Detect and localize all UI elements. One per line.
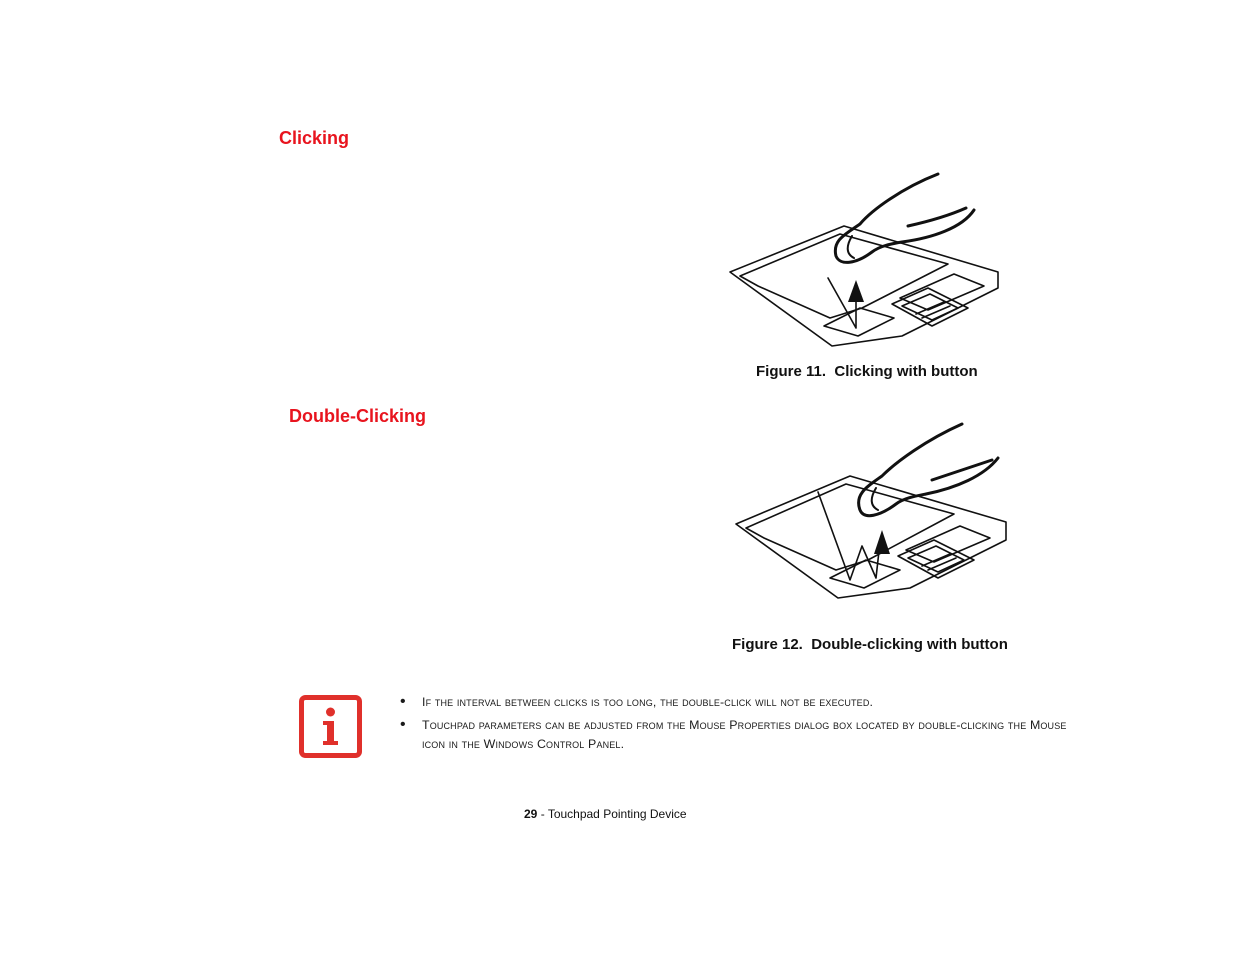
figure-title: Double-clicking with button	[811, 636, 1008, 653]
figure-caption	[756, 363, 978, 380]
finger	[835, 174, 974, 262]
right-button	[900, 274, 984, 310]
figure-label: Figure 12.	[732, 636, 803, 653]
up-arrow-icon	[848, 280, 864, 302]
page-number: 29	[524, 807, 538, 821]
info-icon	[299, 695, 362, 758]
page-footer	[524, 807, 687, 821]
footer-section: Touchpad Pointing Device	[547, 807, 687, 821]
footer-separator: -	[537, 807, 548, 821]
finger	[859, 424, 998, 516]
touchpad-outline	[730, 226, 998, 346]
right-button	[906, 526, 990, 562]
clicking-illustration	[722, 168, 1004, 358]
touchpad-outline	[736, 476, 1006, 598]
figure-title: Clicking with button	[834, 363, 978, 380]
left-button	[824, 308, 894, 336]
note-item	[398, 716, 1068, 754]
note-text: If the interval between clicks is too long, the double-click will not be executed.	[422, 695, 874, 709]
bullet-icon: •	[400, 716, 406, 733]
note-item	[398, 693, 1068, 712]
section-heading-double-clicking: Double-Clicking	[289, 406, 427, 426]
note-text: Touchpad parameters can be adjusted from the Mouse Properties dialog box located by double-clicking the Mouse icon in the Windows Control Panel.	[422, 718, 1067, 751]
figure-label: Figure 11.	[756, 363, 827, 380]
bullet-icon: •	[400, 693, 406, 710]
left-button	[830, 560, 900, 588]
double-clicking-illustration	[730, 418, 1012, 608]
figure-caption	[732, 636, 1008, 653]
note-list	[398, 693, 1068, 758]
section-heading-clicking: Clicking	[279, 128, 350, 148]
up-arrow-icon	[874, 530, 890, 554]
